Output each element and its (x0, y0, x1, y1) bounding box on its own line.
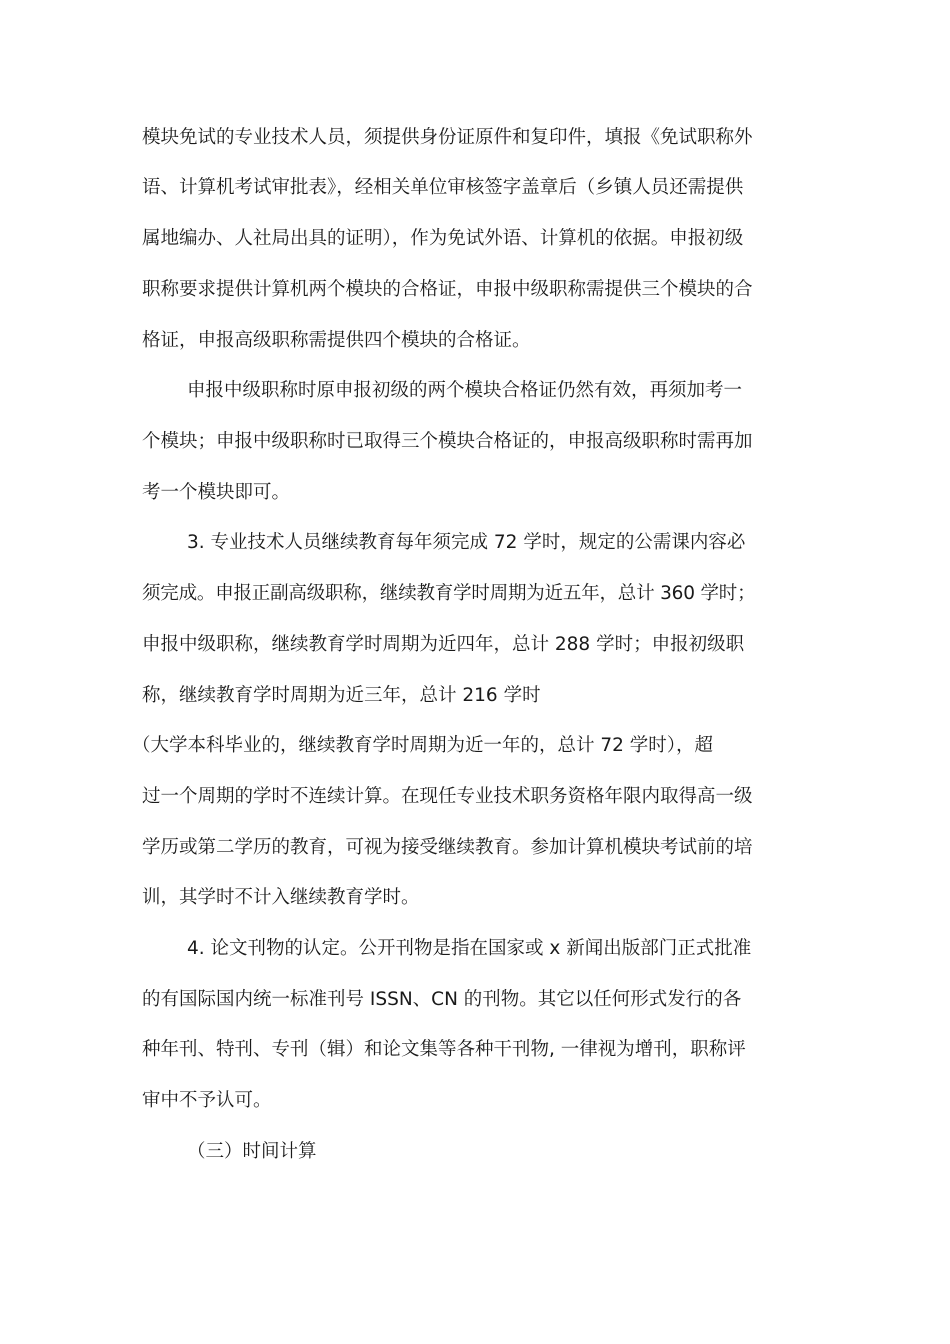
text-line: 称，继续教育学时周期为近三年，总计 216 学时 (142, 685, 541, 706)
paragraph-start-line: 申报中级职称时原申报初级的两个模块合格证仍然有效，再须加考一 (187, 380, 743, 401)
text-line: （大学本科毕业的，继续教育学时周期为近一年的，总计 72 学时），超 (132, 735, 714, 756)
text-line: 考一个模块即可。 (142, 482, 291, 503)
text-line: 的有国际国内统一标准刊号 ISSN、CN 的刊物。其它以任何形式发行的各 (142, 989, 742, 1010)
text-line: 种年刊、特刊、专刊（辑）和论文集等各种干刊物, 一律视为增刊，职称评 (142, 1039, 746, 1060)
text-line: 过一个周期的学时不连续计算。在现任专业技术职务资格年限内取得高一级 (142, 786, 753, 807)
text-line: 学历或第二学历的教育，可视为接受继续教育。参加计算机模块考试前的培 (142, 837, 753, 858)
section-heading: （三）时间计算 (187, 1141, 317, 1162)
text-line: 模块免试的专业技术人员，须提供身份证原件和复印件，填报《免试职称外 (142, 127, 753, 148)
text-line: 职称要求提供计算机两个模块的合格证，申报中级职称需提供三个模块的合 (142, 279, 753, 300)
numbered-item-4: 4. 论文刊物的认定。公开刊物是指在国家或 x 新闻出版部门正式批准 (187, 938, 752, 959)
text-line: 须完成。申报正副高级职称，继续教育学时周期为近五年，总计 360 学时； (142, 583, 756, 604)
numbered-item-3: 3. 专业技术人员继续教育每年须完成 72 学时，规定的公需课内容必 (187, 532, 746, 553)
text-line: 属地编办、人社局出具的证明），作为免试外语、计算机的依据。申报初级 (142, 228, 744, 249)
text-line: 语、计算机考试审批表》，经相关单位审核签字盖章后（乡镇人员还需提供 (142, 177, 744, 198)
text-line: 个模块；申报中级职称时已取得三个模块合格证的，申报高级职称时需再加 (142, 431, 753, 452)
text-line: 格证，申报高级职称需提供四个模块的合格证。 (142, 330, 531, 351)
text-line: 申报中级职称，继续教育学时周期为近四年，总计 288 学时；申报初级职 (142, 634, 745, 655)
text-line: 训，其学时不计入继续教育学时。 (142, 887, 420, 908)
text-line: 审中不予认可。 (142, 1090, 272, 1111)
